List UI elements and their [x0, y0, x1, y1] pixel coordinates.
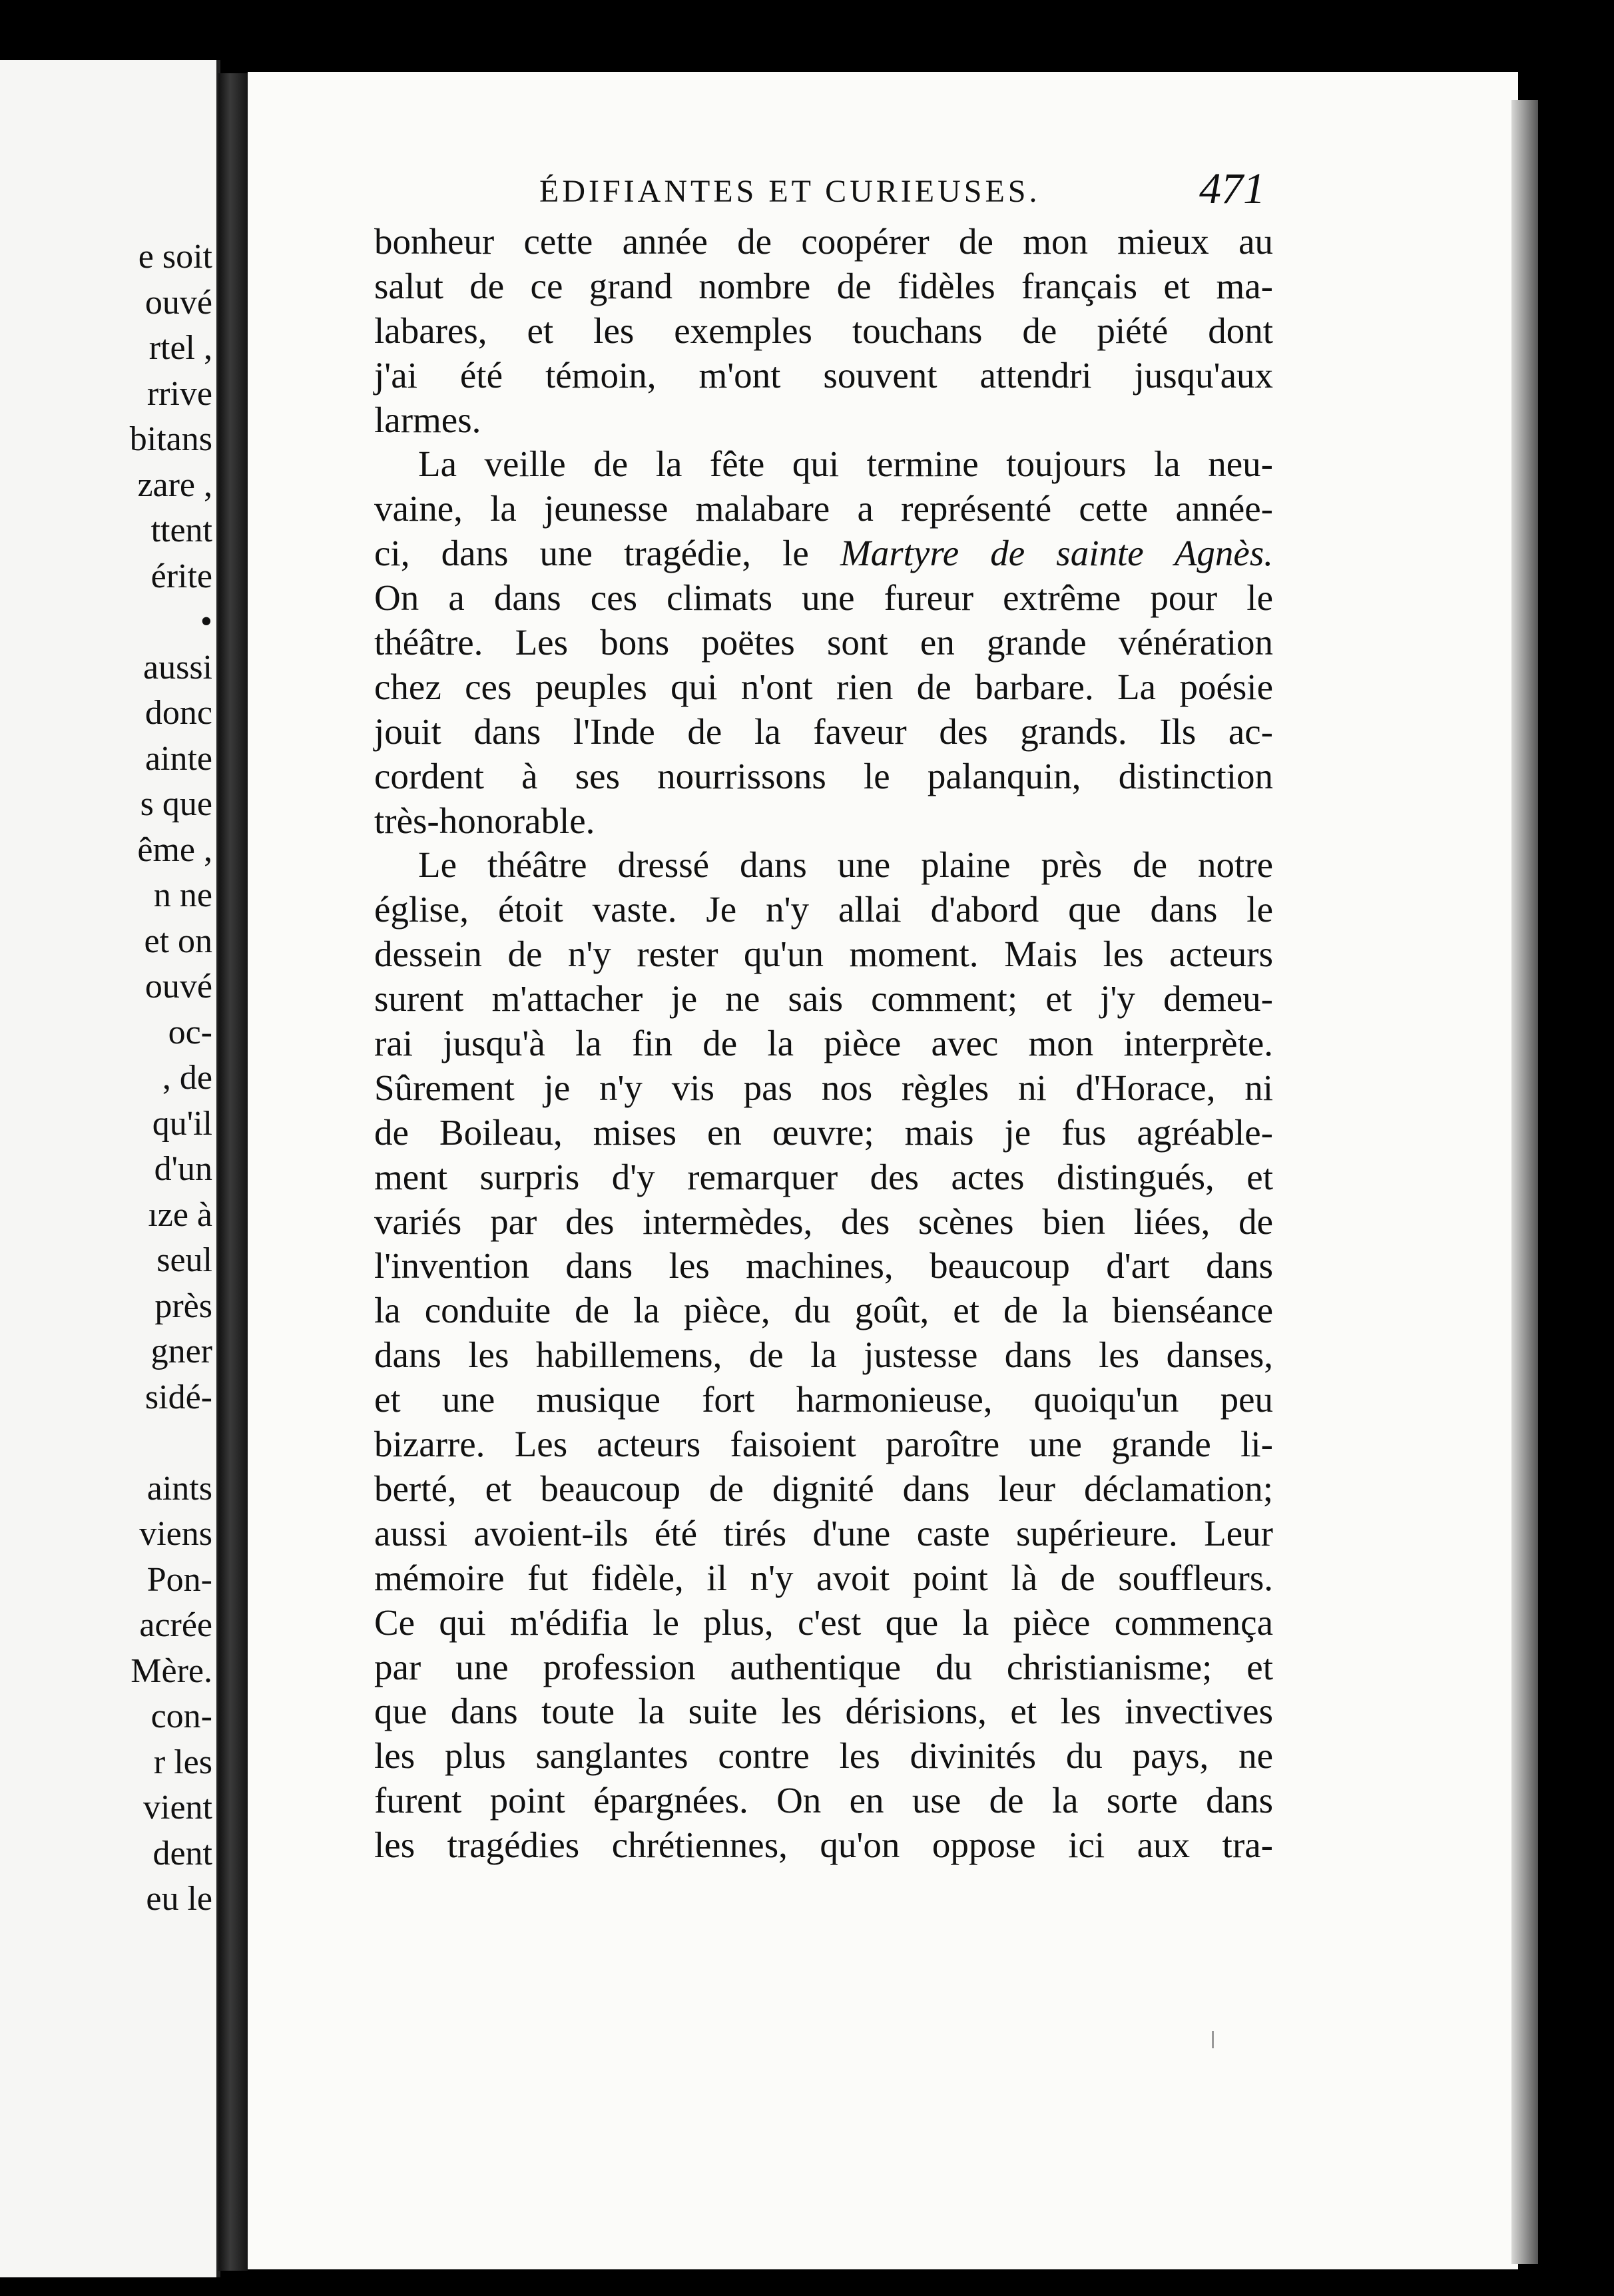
left-page-line: aussi	[143, 648, 212, 687]
text-line-content: labares, et les exemples touchans de piété dont	[374, 310, 1273, 351]
text-line	[374, 665, 1273, 710]
text-line-content: Le théâtre dressé dans une plaine près de notre	[418, 844, 1273, 886]
text-line	[374, 531, 1273, 576]
text-line	[374, 1244, 1273, 1289]
text-line	[374, 442, 1273, 487]
text-line-content: la conduite de la pièce, du goût, et de la bienséance	[374, 1290, 1273, 1331]
text-line	[374, 1645, 1273, 1690]
text-line	[374, 220, 1273, 264]
text-line-content: salut de ce grand nombre de fidèles français et ma-	[374, 265, 1273, 306]
left-page-line: ıze à	[148, 1195, 212, 1234]
left-page-line: aints	[146, 1469, 212, 1508]
text-line	[374, 1289, 1273, 1333]
left-page-line: eu le	[146, 1880, 212, 1918]
page-header	[539, 165, 1292, 218]
left-page-line: •	[200, 603, 212, 641]
text-line-content: dessein de n'y rester qu'un moment. Mais les acteurs	[374, 934, 1273, 975]
text-line-content: mémoire fut fidèle, il n'y avoit point là de souffleurs.	[374, 1557, 1273, 1598]
left-page-line: d'un	[154, 1150, 212, 1188]
text-line-content: bizarre. Les acteurs faisoient paroître une grande li-	[374, 1424, 1273, 1465]
left-page-line: oc-	[168, 1013, 212, 1051]
left-page-line: rrive	[146, 374, 212, 413]
left-page-line: zare ,	[137, 465, 212, 504]
text-line-content: On a dans ces climats une fureur extrême pour le	[374, 577, 1273, 619]
text-line-content: cordent à ses nourrissons le palanquin, distinction	[374, 755, 1273, 796]
text-line-content: très-honorable.	[374, 800, 595, 841]
left-page-line: près	[154, 1287, 212, 1325]
text-line	[374, 1467, 1273, 1512]
left-page-line: ouvé	[144, 283, 212, 322]
book-gutter	[218, 73, 248, 2271]
page-number: 471	[1199, 164, 1265, 213]
left-page-line: ême ,	[137, 830, 212, 869]
left-page-line: con-	[150, 1697, 212, 1735]
text-line-content: théâtre. Les bons poëtes sont en grande vénération	[374, 622, 1273, 663]
text-line	[374, 1333, 1273, 1378]
text-line-content: les tragédies chrétiennes, qu'on oppose ici aux tra-	[374, 1825, 1273, 1866]
text-line	[374, 621, 1273, 665]
text-line	[374, 754, 1273, 799]
text-line	[374, 1779, 1273, 1823]
left-page-line	[13, 1420, 212, 1466]
text-line-content: que dans toute la suite les dérisions, et les invectives	[374, 1691, 1273, 1732]
text-line-content: bonheur cette année de coopérer de mon mieux au	[374, 221, 1273, 262]
text-line-content: Ce qui m'édifia le plus, c'est que la pièce commença	[374, 1601, 1273, 1643]
text-line	[374, 1066, 1273, 1111]
text-line-content: Sûrement je n'y vis pas nos règles ni d'Horace, ni	[374, 1067, 1273, 1108]
text-line	[374, 1556, 1273, 1601]
left-page-line: Pon-	[146, 1560, 212, 1599]
text-line	[374, 1601, 1273, 1645]
text-line	[374, 264, 1273, 309]
text-line	[374, 1378, 1273, 1422]
text-line-content: église, étoit vaste. Je n'y allai d'abord que dans le	[374, 889, 1273, 930]
text-line	[374, 1512, 1273, 1556]
left-page-line: Mère.	[131, 1651, 212, 1690]
left-page-line: sidé-	[144, 1378, 212, 1416]
text-line-content: La veille de la fête qui termine toujours la neu-	[418, 443, 1273, 485]
left-page-line: bitans	[129, 420, 212, 458]
text-line	[374, 1823, 1273, 1868]
text-line	[374, 309, 1273, 354]
text-line-content: vaine, la jeunesse malabare a représenté cette année-	[374, 488, 1273, 529]
left-page-line: s que	[140, 785, 212, 823]
left-page-line: et on	[144, 922, 212, 960]
text-line-content: jouit dans l'Inde de la faveur des grands. Ils ac-	[374, 711, 1273, 752]
text-line-content: l'invention dans les machines, beaucoup d'art dans	[374, 1245, 1273, 1287]
body-text	[374, 220, 1273, 1868]
text-line-content: berté, et beaucoup de dignité dans leur déclamation;	[374, 1468, 1273, 1509]
stray-ink-mark	[1212, 2031, 1214, 2048]
left-page-text-fragments	[13, 234, 212, 1922]
left-page-line: gner	[150, 1332, 212, 1370]
left-page-line: , de	[162, 1059, 212, 1097]
left-page-line: dent	[152, 1834, 212, 1872]
text-line-content: dans les habillemens, de la justesse dans les danses,	[374, 1334, 1273, 1376]
text-line-content: larmes.	[374, 399, 481, 440]
text-line	[374, 1155, 1273, 1200]
italic-title: Martyre de sainte Agnès.	[840, 533, 1273, 574]
text-line	[374, 487, 1273, 531]
left-page-line: qu'il	[152, 1104, 212, 1143]
text-line-content: par une profession authentique du christianisme; et	[374, 1646, 1273, 1687]
text-line-content: variés par des intermèdes, des scènes bien liées, de	[374, 1201, 1273, 1242]
text-line-content: ci, dans une tragédie, le	[374, 533, 840, 574]
left-page-line: r les	[153, 1743, 212, 1781]
left-page-line: ouvé	[144, 968, 212, 1005]
text-line	[374, 398, 1273, 443]
left-page-line: viens	[139, 1515, 212, 1553]
left-page-line: ttent	[150, 511, 212, 549]
text-line-content: surent m'attacher je ne sais comment; et j'y demeu-	[374, 978, 1273, 1019]
page-edge-shadow	[1511, 100, 1538, 2264]
left-page-line: ainte	[144, 739, 212, 778]
text-line	[374, 1422, 1273, 1467]
text-line-content: de Boileau, mises en œuvre; mais je fus agréable-	[374, 1111, 1273, 1153]
text-line-content: chez ces peuples qui n'ont rien de barbare. La poésie	[374, 666, 1273, 707]
left-page-line: e soit	[138, 238, 212, 276]
text-line	[374, 1200, 1273, 1245]
running-head: ÉDIFIANTES ET CURIEUSES.	[539, 174, 1041, 209]
text-line	[374, 1734, 1273, 1779]
text-line-content: ment surpris d'y remarquer des actes distingués, et	[374, 1156, 1273, 1197]
left-page-line: acrée	[139, 1606, 212, 1644]
text-line-content: j'ai été témoin, m'ont souvent attendri jusqu'aux	[374, 354, 1273, 396]
left-page-line: vient	[143, 1789, 212, 1827]
text-line	[374, 1689, 1273, 1734]
left-page-line: rtel ,	[148, 329, 212, 367]
text-line-content: aussi avoient-ils été tirés d'une caste supérieure. Leur	[374, 1512, 1273, 1554]
text-line	[374, 888, 1273, 932]
text-line	[374, 932, 1273, 977]
left-page-line: érite	[150, 557, 212, 595]
left-page-line: n ne	[153, 876, 212, 914]
left-page-line: donc	[144, 694, 212, 732]
text-line-content: rai jusqu'à la fin de la pièce avec mon interprète.	[374, 1023, 1273, 1064]
text-line	[374, 710, 1273, 754]
text-line-content: furent point épargnées. On en use de la sorte dans	[374, 1780, 1273, 1821]
text-line	[374, 977, 1273, 1021]
text-line	[374, 843, 1273, 888]
text-line-content: et une musique fort harmonieuse, quoiqu'un peu	[374, 1379, 1273, 1420]
text-line	[374, 799, 1273, 844]
text-line	[374, 1021, 1273, 1066]
left-page-line: seul	[156, 1241, 212, 1279]
text-line	[374, 576, 1273, 621]
adjacent-left-page	[0, 60, 220, 2277]
text-line	[374, 1111, 1273, 1155]
text-line	[374, 354, 1273, 398]
text-line-content: les plus sanglantes contre les divinités du pays, ne	[374, 1735, 1273, 1777]
